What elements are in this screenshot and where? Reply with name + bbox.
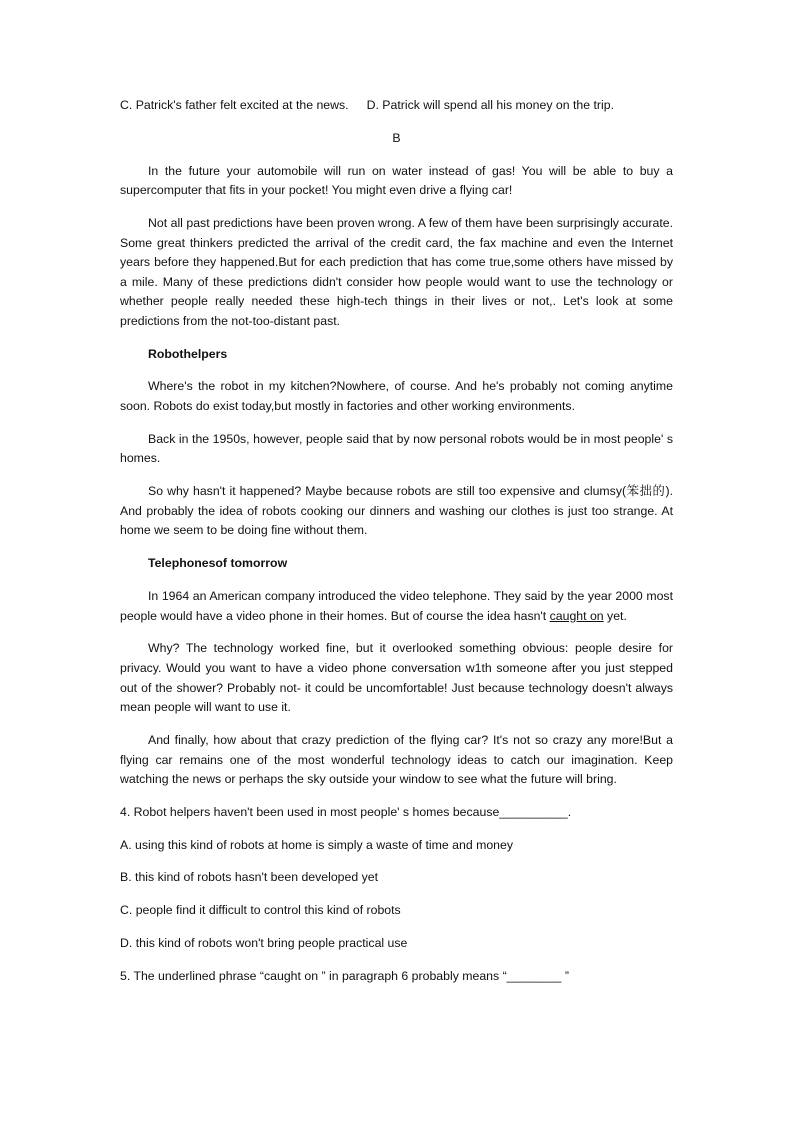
paragraph-7: Why? The technology worked fine, but it overlooked something obvious: people desire for privacy. Would you want to have a video phone conversation w1th someone after you just stepped out of the shower? Probably not- it could be uncomfortable! Just because technology doesn't always mean people will want to use it. <box>120 641 673 715</box>
option-d: D. Patrick will spend all his money on the trip. <box>366 98 614 112</box>
question-4-option-b: B. this kind of robots hasn't been developed yet <box>120 870 379 885</box>
paragraph-4: Back in the 1950s, however, people said that by now personal robots would be in most people' s homes. <box>120 431 673 466</box>
heading-telephones: Telephonesof tomorrow <box>148 556 288 571</box>
heading-robot-helpers: Robothelpers <box>148 346 228 361</box>
paragraph-6-text-a: In 1964 an American company introduced the video telephone. They said by the year 2000 most people would have a video phone in their homes. But of course the idea hasn't <box>120 588 673 623</box>
question-4-option-d: D. this kind of robots won't bring people practical use <box>120 936 408 950</box>
underlined-phrase: caught on <box>549 608 604 623</box>
section-letter: B <box>392 130 401 145</box>
paragraph-2: Not all past predictions have been proven wrong. A few of them have been surprisingly accurate. Some great thinkers predicted the arrival of the credit card, the fax machine and even the Internet years before they happened.But for each prediction that has come true,some others have missed by a mile. Many of these predictions didn't consider how people would want to use the technology or whether people really needed these high-tech things in their lives or not,. Let's look at some predictions from the not-too-distant past. <box>120 215 673 328</box>
paragraph-3: Where's the robot in my kitchen?Nowhere, of course. And he's probably not coming anytime soon. Robots do exist today,but mostly in factories and other working environments. <box>120 379 673 414</box>
paragraph-6-text-b: yet. <box>603 608 627 623</box>
paragraph-6 <box>120 587 673 626</box>
previous-question-options <box>120 96 673 116</box>
question-4: 4. Robot helpers haven't been used in most people' s homes because__________. <box>120 804 572 819</box>
question-4-option-a: A. using this kind of robots at home is simply a waste of time and money <box>120 837 514 852</box>
paragraph-5: So why hasn't it happened? Maybe because robots are still too expensive and clumsy(笨拙的). And probably the idea of robots cooking our dinners and washing our clothes is just too strange. At home we seem to be doing fine without them. <box>120 484 673 538</box>
question-5: 5. The underlined phrase “caught on ” in paragraph 6 probably means “________ ” <box>120 968 569 983</box>
document-page <box>120 96 673 1000</box>
option-c: C. Patrick's father felt excited at the news. <box>120 98 349 112</box>
question-4-option-c: C. people find it difficult to control this kind of robots <box>120 903 401 918</box>
paragraph-1: In the future your automobile will run on water instead of gas! You will be able to buy a supercomputer that fits in your pocket! You might even drive a flying car! <box>120 163 673 198</box>
paragraph-8: And finally, how about that crazy prediction of the flying car? It's not so crazy any more!But a flying car remains one of the most wonderful technology ideas to catch our imagination. Keep watching the news or perhaps the sky outside your window to see what the future will bring. <box>120 732 673 787</box>
